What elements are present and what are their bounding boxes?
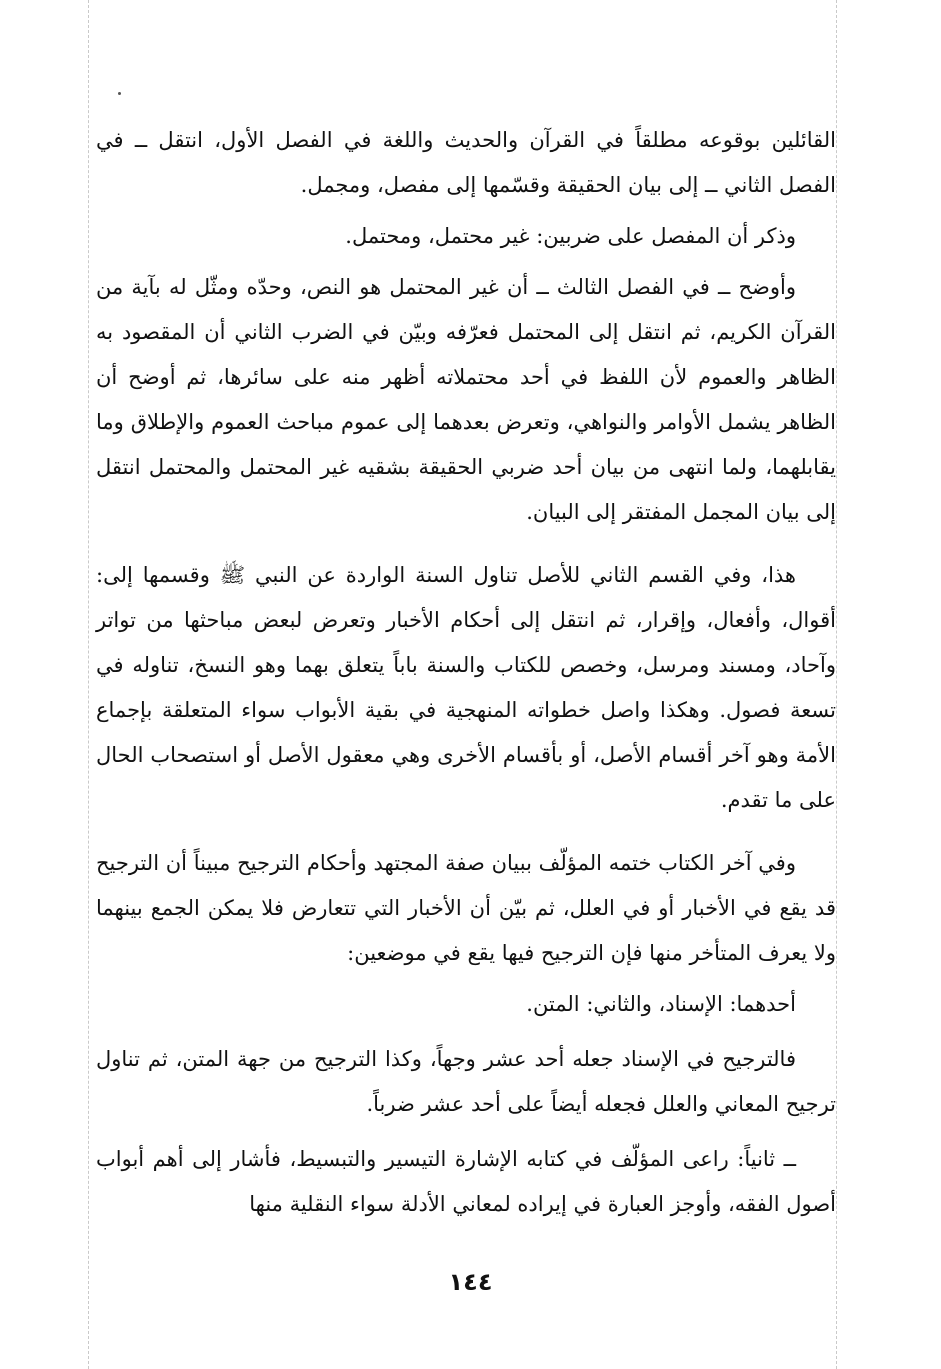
paragraph-5: وفي آخر الكتاب ختمه المؤلّف ببيان صفة المجتهد وأحكام الترجيح مبيناً أن الترجيح قد يقع في الأخبار أو في العلل، ثم بيّن أن الأخبار التي تتعارض فلا يمكن الجمع بينهما ولا يعرف المتأخر منها فإن الترجيح فيها يقع في موضعين: — [96, 851, 836, 965]
paragraph-3: وأوضح ــ في الفصل الثالث ــ أن غير المحتمل هو النص، وحدّه ومثّل له بآية من القرآن الكريم، ثم انتقل إلى المحتمل فعرّفه وبيّن في الضرب الثاني أن المقصود به الظاهر والعموم لأن اللفظ في أحد محتملاته أظهر منه على سائرها، ثم أوضح أن الظاهر يشمل الأوامر والنواهي، وتعرض بعدهما إلى عموم مباحث العموم والإطلاق وما يقابلهما، ولما انتهى من بيان أحد ضربي الحقيقة بشقيه غير المحتمل والمحتمل انتقل إلى بيان المجمل المفتقر إلى البيان. — [96, 275, 836, 524]
paragraph-8: ــ ثانياً: راعى المؤلّف في كتابه الإشارة التيسير والتبسيط، فأشار إلى أهم أبواب أصول الفقه، وأوجز العبارة في إيراده لمعاني الأدلة سواء النقلية منها — [96, 1147, 836, 1216]
paragraph-7: فالترجيح في الإسناد جعله أحد عشر وجهاً، وكذا الترجيح من جهة المتن، ثم تناول ترجيح المعاني والعلل فجعله أيضاً على أحد عشر ضرباً. — [96, 1047, 836, 1116]
page-number: ١٤٤ — [448, 1268, 493, 1296]
paragraph-6: أحدهما: الإسناد، والثاني: المتن. — [526, 992, 796, 1016]
right-margin-guide — [836, 0, 837, 1369]
left-margin-guide — [88, 0, 89, 1369]
scan-speck — [118, 92, 121, 95]
paragraph-4: هذا، وفي القسم الثاني للأصل تناول السنة الواردة عن النبي ﷺ وقسمها إلى: أقوال، وأفعال، وإقرار، ثم انتقل إلى أحكام الأخبار وتعرض لبعض مباحثها من تواتر وآحاد، ومسند ومرسل، وخصص للكتاب والسنة باباً يتعلق بهما وهو النسخ، تناوله في تسعة فصول. وهكذا واصل خطواته المنهجية في بقية الأبواب سواء المتعلقة بإجماع الأمة وهو آخر أقسام الأصل، أو بأقسام الأخرى وهي معقول الأصل أو استصحاب الحال على ما تقدم. — [96, 563, 836, 812]
page-body — [96, 118, 836, 1227]
paragraph-2: وذكر أن المفصل على ضربين: غير محتمل، ومحتمل. — [345, 224, 796, 248]
paragraph-1: القائلين بوقوعه مطلقاً في القرآن والحديث واللغة في الفصل الأول، انتقل ــ في الفصل الثاني ــ إلى بيان الحقيقة وقسّمها إلى مفصل، ومجمل. — [96, 128, 836, 197]
